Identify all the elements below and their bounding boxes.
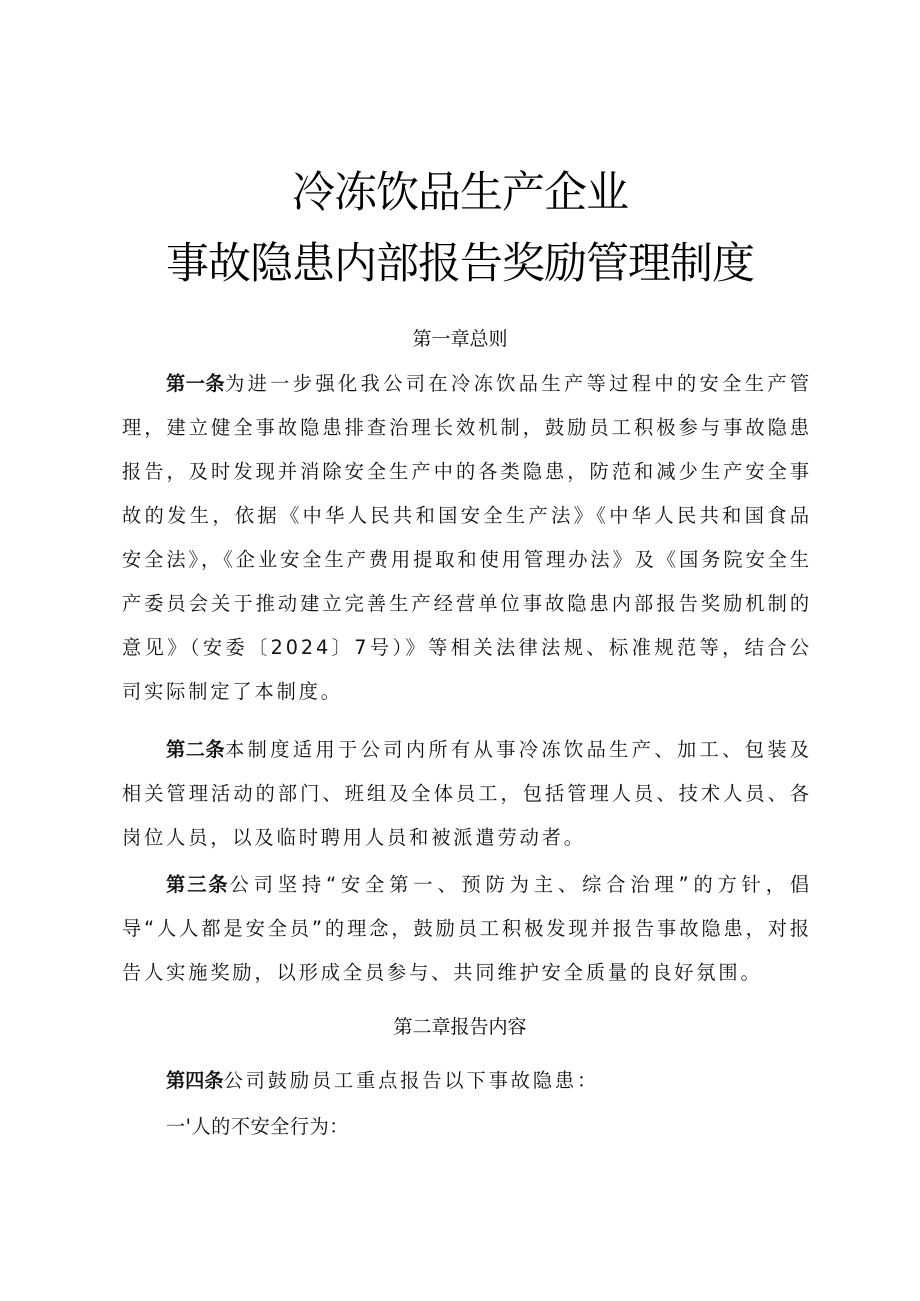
article-2-text: 本制度适用于公司内所有从事冷冻饮品生产、加工、包装及相关管理活动的部门、班组及全体员工，包括管理人员、技术人员、各岗位人员，以及临时聘用人员和被派遣劳动者。 (122, 738, 813, 849)
article-4-label: 第四条 (166, 1069, 224, 1092)
article-3 (122, 863, 812, 995)
article-1-text: 为进一步强化我公司在冷冻饮品生产等过程中的安全生产管理，建立健全事故隐患排查治理长效机制，鼓励员工积极参与事故隐患报告，及时发现并消除安全生产中的各类隐患，防范和减少生产安全事故的发生，依据《中华人民共和国安全生产法》《中华人民共和国食品安全法》，《企业安全生产费用提取和使用管理办法》及《国务院安全生产委员会关于推动建立完善生产经营单位事故隐患内部报告奖励机制的意见》（安委〔2024〕7号）》等相关法律法规、标准规范等，结合公司实际制定了本制度。 (122, 372, 813, 703)
chapter-1-heading: 第一章总则 (412, 328, 508, 350)
article-1-label: 第一条 (166, 372, 226, 395)
article-4-text: 公司鼓励员工重点报告以下事故隐患： (223, 1069, 600, 1092)
article-2 (122, 728, 812, 860)
chapter-2-heading: 第二章报告内容 (393, 1016, 527, 1038)
list-item-1-text: 一'人的不安全行为： (166, 1115, 349, 1138)
document-title-line-2: 事故隐患内部报告奖励管理制度 (166, 239, 754, 289)
article-4 (122, 1059, 812, 1103)
list-item-1 (122, 1105, 812, 1149)
document-title-line-1: 冷冻饮品生产企业 (292, 168, 628, 218)
article-3-text: 公司坚持“安全第一、预防为主、综合治理”的方针，倡导“人人都是安全员”的理念，鼓励员工积极发现并报告事故隐患，对报告人实施奖励，以形成全员参与、共同维护安全质量的良好氛围。 (122, 873, 813, 984)
article-2-label: 第二条 (166, 738, 226, 761)
article-1 (122, 362, 812, 714)
article-3-label: 第三条 (166, 873, 230, 896)
